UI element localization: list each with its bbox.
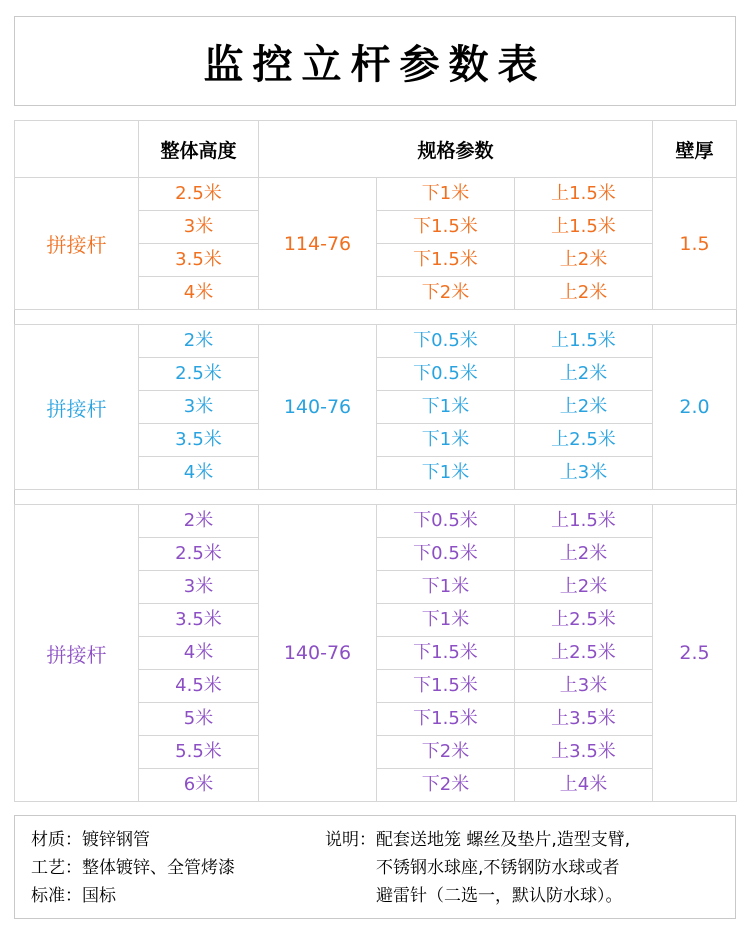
upper-section-cell: 上1.5米 <box>515 325 653 358</box>
group-label: 拼接杆 <box>15 325 139 490</box>
table-row <box>15 505 737 538</box>
page-title: 监控立杆参数表 <box>203 41 547 88</box>
group-spacer <box>15 310 737 325</box>
lower-section-cell: 下0.5米 <box>377 325 515 358</box>
upper-section-cell: 上3.5米 <box>515 703 653 736</box>
table-header-row <box>15 121 737 178</box>
upper-section-cell: 上2.5米 <box>515 604 653 637</box>
upper-section-cell: 上2.5米 <box>515 637 653 670</box>
footer-right <box>315 826 735 918</box>
group-label: 拼接杆 <box>15 505 139 802</box>
lower-section-cell: 下1米 <box>377 391 515 424</box>
height-cell: 6米 <box>139 769 259 802</box>
lower-section-cell: 下2米 <box>377 736 515 769</box>
upper-section-cell: 上2米 <box>515 277 653 310</box>
footer-line-material: 材质：镀锌钢管 <box>31 830 150 850</box>
title-box <box>14 16 736 106</box>
header-thickness: 壁厚 <box>653 121 737 178</box>
lower-section-cell: 下0.5米 <box>377 538 515 571</box>
footer-left <box>15 826 315 918</box>
upper-section-cell: 上4米 <box>515 769 653 802</box>
lower-section-cell: 下2米 <box>377 769 515 802</box>
group-label: 拼接杆 <box>15 178 139 310</box>
lower-section-cell: 下1.5米 <box>377 703 515 736</box>
upper-section-cell: 上3米 <box>515 670 653 703</box>
header-blank <box>15 121 139 178</box>
upper-section-cell: 上2米 <box>515 571 653 604</box>
table-row <box>15 325 737 358</box>
upper-section-cell: 上1.5米 <box>515 211 653 244</box>
height-cell: 2.5米 <box>139 178 259 211</box>
height-cell: 4米 <box>139 457 259 490</box>
height-cell: 2米 <box>139 325 259 358</box>
lower-section-cell: 下1米 <box>377 424 515 457</box>
upper-section-cell: 上3.5米 <box>515 736 653 769</box>
lower-section-cell: 下1.5米 <box>377 211 515 244</box>
upper-section-cell: 上3米 <box>515 457 653 490</box>
spec-code-cell: 140-76 <box>259 505 377 802</box>
lower-section-cell: 下2米 <box>377 277 515 310</box>
lower-section-cell: 下1米 <box>377 604 515 637</box>
spec-code-cell: 114-76 <box>259 178 377 310</box>
upper-section-cell: 上2.5米 <box>515 424 653 457</box>
note-line-3: 避雷针（二选一，默认防水球）。 <box>376 886 623 906</box>
lower-section-cell: 下1.5米 <box>377 244 515 277</box>
note-line-2: 不锈钢水球座,不锈钢防水球或者 <box>376 858 620 878</box>
height-cell: 4.5米 <box>139 670 259 703</box>
footer-line-standard: 标准：国标 <box>31 886 116 906</box>
height-cell: 3.5米 <box>139 244 259 277</box>
height-cell: 2.5米 <box>139 538 259 571</box>
parameter-table-page <box>0 16 750 937</box>
upper-section-cell: 上2米 <box>515 358 653 391</box>
height-cell: 2米 <box>139 505 259 538</box>
lower-section-cell: 下1米 <box>377 178 515 211</box>
upper-section-cell: 上2米 <box>515 244 653 277</box>
group-spacer-cell <box>15 310 737 325</box>
lower-section-cell: 下0.5米 <box>377 358 515 391</box>
spec-table <box>14 120 737 802</box>
upper-section-cell: 上1.5米 <box>515 505 653 538</box>
height-cell: 3米 <box>139 211 259 244</box>
header-height: 整体高度 <box>139 121 259 178</box>
height-cell: 3米 <box>139 391 259 424</box>
height-cell: 3.5米 <box>139 604 259 637</box>
group-spacer <box>15 490 737 505</box>
spec-code-cell: 140-76 <box>259 325 377 490</box>
thickness-cell: 2.5 <box>653 505 737 802</box>
height-cell: 3.5米 <box>139 424 259 457</box>
upper-section-cell: 上2米 <box>515 538 653 571</box>
footer-line-process: 工艺：整体镀锌、全管烤漆 <box>31 858 235 878</box>
height-cell: 5.5米 <box>139 736 259 769</box>
lower-section-cell: 下1.5米 <box>377 670 515 703</box>
lower-section-cell: 下1.5米 <box>377 637 515 670</box>
thickness-cell: 1.5 <box>653 178 737 310</box>
header-spec: 规格参数 <box>259 121 653 178</box>
table-row <box>15 178 737 211</box>
height-cell: 4米 <box>139 637 259 670</box>
height-cell: 5米 <box>139 703 259 736</box>
lower-section-cell: 下1米 <box>377 571 515 604</box>
upper-section-cell: 上1.5米 <box>515 178 653 211</box>
note-label: 说明： <box>325 830 376 850</box>
height-cell: 2.5米 <box>139 358 259 391</box>
footer-box <box>14 815 736 919</box>
note-line-1: 配套送地笼 螺丝及垫片,造型支臂, <box>376 830 631 850</box>
height-cell: 4米 <box>139 277 259 310</box>
height-cell: 3米 <box>139 571 259 604</box>
lower-section-cell: 下0.5米 <box>377 505 515 538</box>
thickness-cell: 2.0 <box>653 325 737 490</box>
group-spacer-cell <box>15 490 737 505</box>
upper-section-cell: 上2米 <box>515 391 653 424</box>
note-body <box>376 826 630 918</box>
lower-section-cell: 下1米 <box>377 457 515 490</box>
